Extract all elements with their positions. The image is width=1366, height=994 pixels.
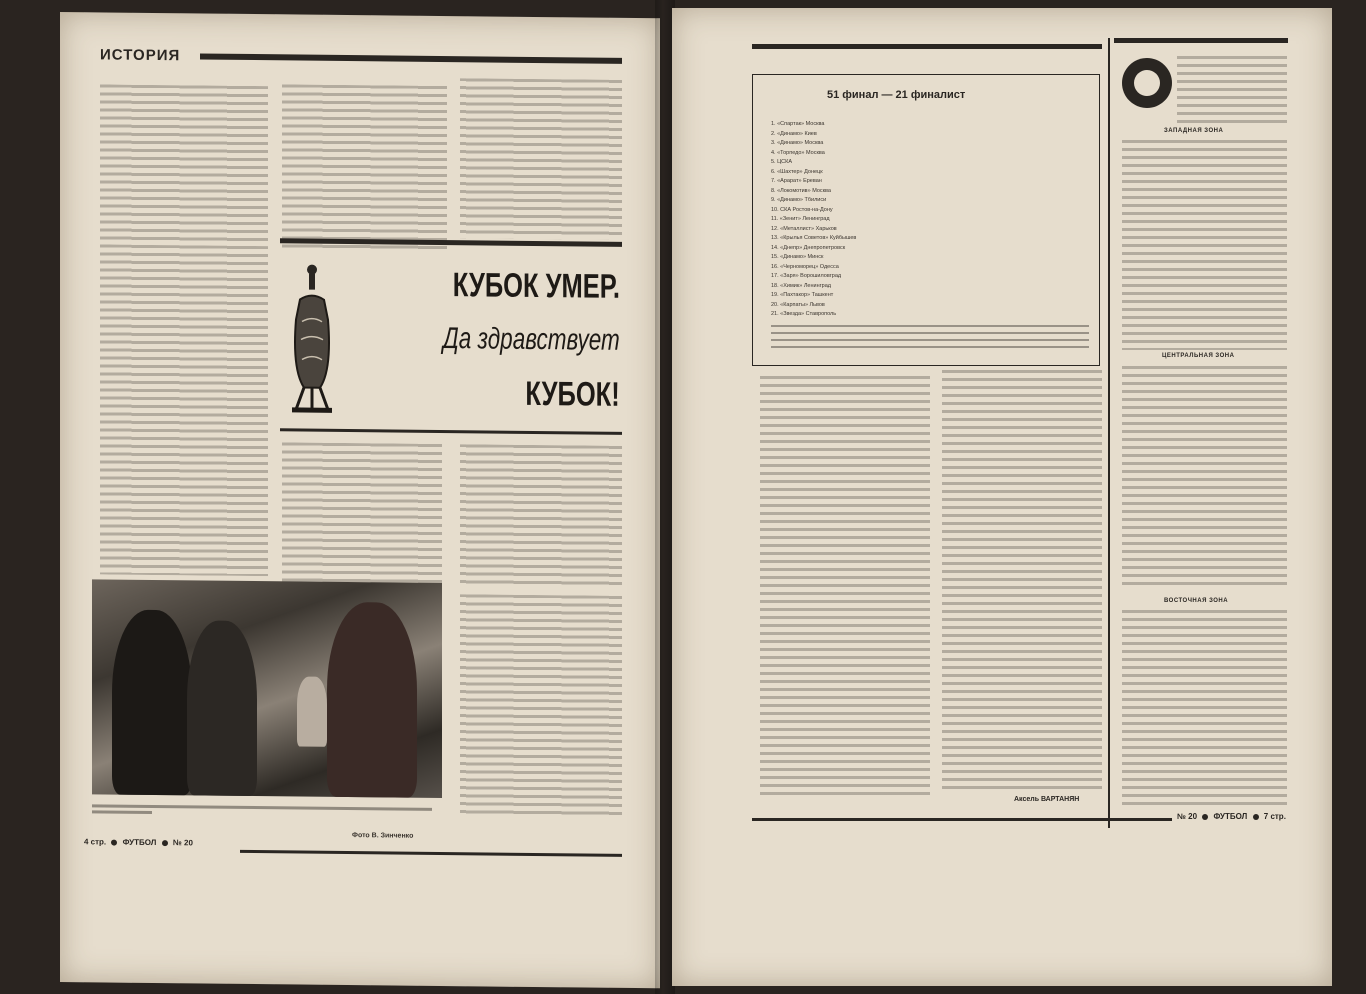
author-byline: Аксель ВАРТАНЯН [1014, 796, 1080, 803]
text-column [282, 442, 442, 584]
table-row [771, 197, 1089, 204]
table-row-team: 17. «Заря» Ворошиловград [771, 273, 842, 279]
zone-central-table [1122, 366, 1287, 586]
table-row-team: 1. «Спартак» Москва [771, 121, 825, 127]
table-row-team: 13. «Крылья Советов» Куйбышев [771, 235, 857, 241]
table-title: 51 финал — 21 финалист [827, 89, 966, 101]
text-column [460, 78, 622, 240]
headline-bottom-rule [280, 428, 622, 435]
column-divider [1108, 38, 1110, 828]
top-rule [752, 44, 1102, 49]
zone-west-table [1122, 140, 1287, 350]
table-row-team: 15. «Динамо» Минск [771, 254, 824, 260]
text-column [460, 594, 622, 816]
table-row-team: 19. «Пахтакор» Ташкент [771, 292, 834, 298]
table-row [771, 121, 1089, 128]
table-row [771, 273, 1089, 280]
table-row [771, 207, 1089, 214]
right-footer [1177, 812, 1286, 821]
bullet-icon [1202, 814, 1208, 820]
right-page [672, 8, 1332, 986]
left-page [60, 12, 660, 988]
text-column [282, 84, 447, 251]
finals-table [752, 74, 1100, 366]
zone-east-table [1122, 610, 1287, 810]
right-footer-page: 7 стр. [1263, 812, 1286, 821]
table-row-team: 16. «Черноморец» Одесса [771, 263, 839, 270]
bullet-icon [111, 839, 117, 845]
table-row [771, 131, 1089, 138]
section-rule [200, 53, 622, 63]
section-label: ИСТОРИЯ [100, 46, 181, 65]
bullet-icon [1253, 814, 1259, 820]
text-column [100, 244, 268, 576]
table-row-team: 21. «Звезда» Ставрополь [771, 311, 837, 317]
table-row-team: 8. «Локомотив» Москва [771, 187, 831, 194]
table-row [771, 178, 1089, 185]
table-row-team: 10. СКА Ростов-на-Дону [771, 206, 833, 213]
right-footer-issue: № 20 [1177, 812, 1198, 821]
table-row [771, 292, 1089, 299]
photo-caption [92, 802, 442, 824]
table-row [771, 188, 1089, 195]
footer-rule [240, 850, 622, 857]
archive-photo [92, 579, 442, 798]
headline-line-3: КУБОК! [525, 374, 620, 414]
right-footer-paper: ФУТБОЛ [1213, 812, 1248, 821]
table-row [771, 169, 1089, 176]
text-column [942, 370, 1102, 790]
headline-line-1: КУБОК УМЕР. [452, 266, 620, 306]
photo-credit: Фото В. Зинченко [352, 832, 414, 840]
table-row-team: 9. «Динамо» Тбилиси [771, 197, 827, 203]
table-row [771, 254, 1089, 261]
text-column [100, 84, 268, 246]
zone-east-heading: ВОСТОЧНАЯ ЗОНА [1164, 598, 1229, 604]
table-row-team: 4. «Торпедо» Москва [771, 149, 825, 156]
table-row [771, 159, 1089, 166]
footer-rule [752, 818, 1172, 821]
table-row-team: 12. «Металлист» Харьков [771, 225, 837, 232]
text-column [460, 444, 622, 586]
headline-line-2: Да здравствует [443, 322, 620, 357]
table-footnote [771, 325, 1089, 353]
table-row-team: 18. «Химик» Ленинград [771, 282, 831, 289]
table-row [771, 264, 1089, 271]
left-footer-page: 4 стр. [84, 837, 107, 847]
table-row [771, 283, 1089, 290]
table-row [771, 235, 1089, 242]
zone-west-heading: ЗАПАДНАЯ ЗОНА [1164, 128, 1224, 134]
table-row [771, 140, 1089, 147]
top-rule-side [1114, 38, 1288, 43]
left-footer [84, 837, 193, 847]
table-row-team: 7. «Арарат» Ереван [771, 178, 822, 184]
table-row-team: 11. «Зенит» Ленинград [771, 216, 830, 222]
table-row-team: 5. ЦСКА [771, 159, 793, 165]
left-footer-issue: № 20 [172, 838, 193, 848]
table-row-team: 20. «Карпаты» Львов [771, 301, 825, 308]
table-row [771, 150, 1089, 157]
table-row [771, 245, 1089, 252]
table-row [771, 311, 1089, 318]
text-column [760, 376, 930, 798]
table-row [771, 226, 1089, 233]
zone-central-heading: ЦЕНТРАЛЬНАЯ ЗОНА [1162, 353, 1235, 359]
text-column [1177, 56, 1287, 126]
ball-logo-icon [1122, 58, 1172, 108]
table-row-team: 6. «Шахтер» Донецк [771, 168, 823, 175]
table-row [771, 216, 1089, 223]
cup-illustration [282, 259, 342, 420]
table-row-team: 2. «Динамо» Киев [771, 130, 817, 137]
table-row [771, 302, 1089, 309]
bullet-icon [162, 840, 168, 846]
left-footer-paper: ФУТБОЛ [122, 837, 157, 848]
table-row-team: 14. «Днепр» Днепропетровск [771, 244, 846, 251]
table-row-team: 3. «Динамо» Москва [771, 140, 824, 146]
